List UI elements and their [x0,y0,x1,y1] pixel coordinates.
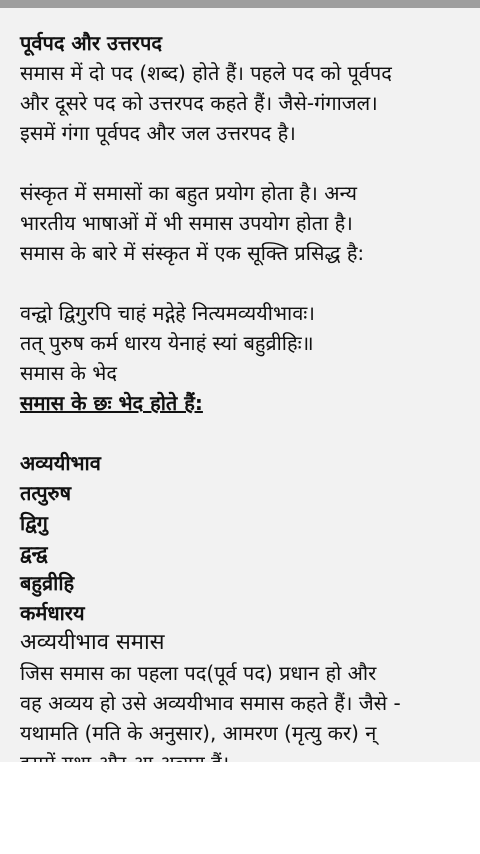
type-item: कर्मधारय [20,601,85,625]
paragraph-line: संस्कृत में समासों का बहुत प्रयोग होता है। अन्य [20,181,357,205]
shloka-line: तत् पुरुष कर्म धारय येनाहं स्यां बहुव्रीहिः॥ [20,331,314,355]
shloka-line: वन्द्वो द्विगुरपि चाहं मद्गेहे नित्यमव्ययीभावः। [20,301,315,325]
type-item: अव्ययीभाव [20,451,101,475]
type-item: द्वन्द्व [20,541,48,565]
section-title: पूर्वपद और उत्तरपद [20,31,162,55]
paragraph-line: और दूसरे पद को उत्तरपद कहते हैं। जैसे-गंगाजल। [20,91,378,115]
type-item: बहुव्रीहि [20,571,75,595]
type-item: द्विगु [20,511,48,535]
paragraph-line: यथामति (मति के अनुसार), आमरण (मृत्यु कर) न् [20,721,377,745]
empty-area [0,762,480,854]
subheading: अव्ययीभाव समास [20,630,165,655]
paragraph-line: जिस समास का पहला पद(पूर्व पद) प्रधान हो और [20,661,377,685]
section-label: समास के भेद [20,361,117,385]
article-content [20,28,472,778]
reader-pane[interactable] [0,8,480,762]
paragraph-line: भारतीय भाषाओं में भी समास उपयोग होता है। [20,211,353,235]
paragraph-line: समास के बारे में संस्कृत में एक सूक्ति प्रसिद्ध है: [20,241,365,265]
spacer [20,268,472,298]
spacer [20,418,472,448]
status-bar [0,0,480,8]
spacer [20,148,472,178]
type-item: तत्पुरुष [20,481,72,505]
paragraph-line: इसमें गंगा पूर्वपद और जल उत्तरपद है। [20,121,296,145]
paragraph-line: समास में दो पद (शब्द) होते हैं। पहले पद को पूर्वपद [20,61,392,85]
paragraph-line: वह अव्यय हो उसे अव्ययीभाव समास कहते हैं। जैसे - [20,691,401,715]
types-heading: समास के छः भेद होते हैं: [20,391,203,415]
